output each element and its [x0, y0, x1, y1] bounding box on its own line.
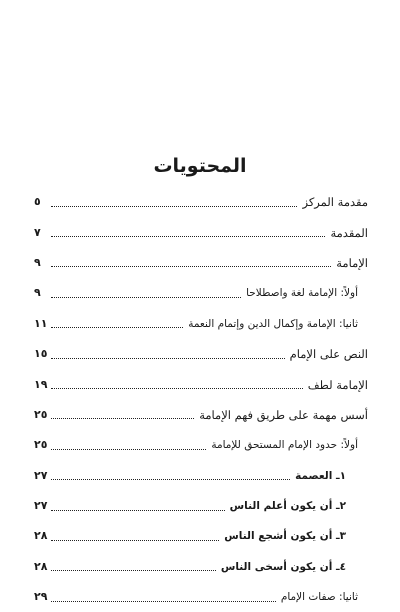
toc-entry-text: ٣ـ أن يكون أشجع الناس: [224, 530, 346, 543]
toc-entry: [34, 491, 368, 521]
toc-entry: [34, 521, 368, 551]
dot-leader: [51, 570, 216, 571]
toc-entry-text: المقدمة: [330, 225, 368, 240]
toc-entry: [34, 309, 368, 339]
toc-entry-text: ١ـ العصمة: [295, 469, 346, 482]
toc-entry-text: أولاً: الإمامة لغة واصطلاحا: [246, 287, 358, 300]
toc-entry: [34, 552, 368, 582]
dot-leader: [51, 388, 303, 389]
toc-page-number: ٥: [34, 195, 41, 209]
toc-page-number: ٢٥: [34, 438, 48, 452]
toc-page-number: ٢٨: [34, 529, 48, 543]
table-of-contents: [34, 187, 368, 612]
toc-entry: [34, 278, 368, 308]
toc-entry: [34, 217, 368, 247]
contents-title: المحتويات: [153, 155, 247, 177]
dot-leader: [51, 449, 206, 450]
toc-page-number: ٩: [34, 286, 41, 300]
toc-entry: [34, 187, 368, 217]
dot-leader: [51, 266, 331, 267]
dot-leader: [51, 327, 183, 328]
dot-leader: [51, 358, 285, 359]
toc-entry-text: مقدمة المركز: [302, 195, 368, 210]
toc-page-number: ١١: [34, 316, 48, 330]
toc-entry: [34, 248, 368, 278]
toc-entry: [34, 461, 368, 491]
toc-entry-text: الإمامة لطف: [307, 377, 368, 392]
toc-entry: [34, 430, 368, 460]
dot-leader: [51, 297, 241, 298]
toc-page-number: ٢٧: [34, 468, 48, 482]
dot-leader: [51, 540, 219, 541]
dot-leader: [51, 418, 194, 419]
toc-page-number: ٢٧: [34, 499, 48, 513]
toc-page-number: ٢٩: [34, 590, 48, 604]
toc-entry: [34, 369, 368, 399]
toc-page-number: ٧: [34, 225, 41, 239]
toc-entry: [34, 400, 368, 430]
dot-leader: [51, 601, 276, 602]
toc-entry-text: ثانيا: صفات الإمام: [280, 591, 358, 604]
toc-entry-text: النص على الإمام: [289, 347, 368, 362]
toc-page-number: ٩: [34, 255, 41, 269]
dot-leader: [51, 236, 325, 237]
toc-entry-text: أسس مهمة على طريق فهم الإمامة: [199, 407, 368, 422]
dot-leader: [51, 206, 297, 207]
dot-leader: [51, 479, 290, 480]
toc-entry-text: الإمامة: [336, 255, 368, 270]
toc-page-number: ٢٨: [34, 559, 48, 573]
toc-entry-text: ٢ـ أن يكون أعلم الناس: [229, 500, 346, 513]
toc-page-number: ١٥: [34, 347, 48, 361]
toc-entry-text: ثانيا: الإمامة وإكمال الدين وإتمام النعمة: [188, 317, 358, 330]
toc-entry-text: ٤ـ أن يكون أسخى الناس: [220, 560, 346, 573]
toc-entry: [34, 582, 368, 612]
dot-leader: [51, 510, 225, 511]
toc-page-number: ٢٥: [34, 407, 48, 421]
toc-entry: [34, 339, 368, 369]
toc-entry-text: أولاً: حدود الإمام المستحق للإمامة: [211, 439, 358, 452]
toc-page-number: ١٩: [34, 377, 48, 391]
